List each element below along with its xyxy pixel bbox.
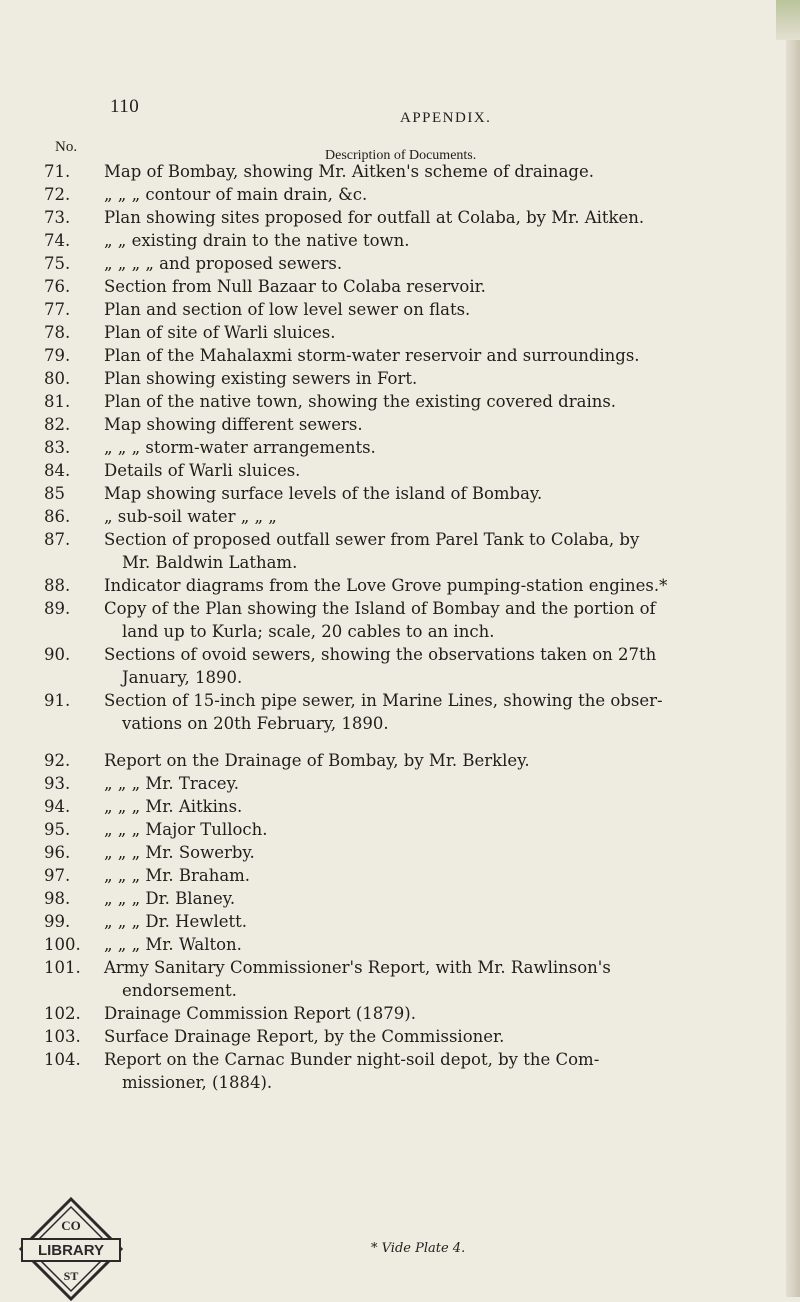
document-entry — [0, 1048, 800, 1094]
entry-line: Mr. Baldwin Latham. — [122, 553, 298, 572]
entry-number: 96. — [44, 843, 71, 862]
document-entry — [0, 795, 800, 818]
entry-line: land up to Kurla; scale, 20 cables to an inch. — [122, 622, 495, 641]
stamp-library-text: LIBRARY — [37, 1242, 105, 1259]
entry-line: Section of proposed outfall sewer from Parel Tank to Colaba, by — [104, 530, 640, 549]
entry-description — [104, 160, 764, 183]
entry-description — [104, 528, 764, 574]
entry-number: 102. — [44, 1004, 81, 1023]
entry-line: January, 1890. — [122, 668, 243, 687]
entry-line: Map showing different sewers. — [104, 415, 363, 434]
entry-description — [104, 689, 764, 735]
entry-description — [104, 1048, 764, 1094]
document-entry — [0, 160, 800, 183]
entry-description — [104, 321, 764, 344]
document-entry — [0, 933, 800, 956]
entry-number: 91. — [44, 691, 71, 710]
document-entry — [0, 436, 800, 459]
stamp-bottom-text: ST — [63, 1269, 79, 1283]
entry-line: Sections of ovoid sewers, showing the observations taken on 27th — [104, 645, 657, 664]
entry-line: Drainage Commission Report (1879). — [104, 1004, 416, 1023]
entry-number: 77. — [44, 300, 71, 319]
entry-number: 98. — [44, 889, 71, 908]
document-entry — [0, 749, 800, 772]
entry-line: „ „ „ Mr. Tracey. — [104, 774, 239, 793]
entry-number: 78. — [44, 323, 71, 342]
entry-description — [104, 298, 764, 321]
entry-line: „ „ „ „ and proposed sewers. — [104, 254, 343, 273]
entry-number: 104. — [44, 1050, 81, 1069]
entry-description — [104, 956, 764, 1002]
entry-line: „ „ „ Mr. Aitkins. — [104, 797, 243, 816]
entry-line: „ „ „ storm-water arrangements. — [104, 438, 376, 457]
entry-description — [104, 841, 764, 864]
page-number: 110 — [110, 96, 140, 117]
document-list — [0, 160, 800, 1094]
document-entry — [0, 910, 800, 933]
page-edge-tab — [776, 0, 800, 40]
entry-line: Plan showing existing sewers in Fort. — [104, 369, 418, 388]
entry-line: Map showing surface levels of the island of Bombay. — [104, 484, 543, 503]
entry-description — [104, 795, 764, 818]
document-entry — [0, 367, 800, 390]
entry-description — [104, 482, 764, 505]
entry-line: „ „ „ Major Tulloch. — [104, 820, 268, 839]
entry-line: Plan and section of low level sewer on flats. — [104, 300, 471, 319]
entry-description — [104, 459, 764, 482]
document-entry — [0, 689, 800, 735]
document-entry — [0, 1025, 800, 1048]
entry-line: „ „ „ Dr. Blaney. — [104, 889, 236, 908]
document-entry — [0, 841, 800, 864]
entry-number: 85 — [44, 484, 65, 503]
entry-description — [104, 772, 764, 795]
entry-number: 71. — [44, 162, 71, 181]
entry-description — [104, 574, 764, 597]
entry-number: 95. — [44, 820, 71, 839]
entry-description — [104, 864, 764, 887]
entry-description — [104, 229, 764, 252]
entry-line: vations on 20th February, 1890. — [122, 714, 389, 733]
entry-line: Copy of the Plan showing the Island of Bombay and the portion of — [104, 599, 656, 618]
entry-number: 92. — [44, 751, 71, 770]
library-stamp — [18, 1196, 124, 1302]
document-entry — [0, 459, 800, 482]
document-entry — [0, 772, 800, 795]
column-header-description: Description of Documents. — [325, 148, 477, 163]
entry-number: 97. — [44, 866, 71, 885]
document-entry — [0, 643, 800, 689]
entry-description — [104, 505, 764, 528]
document-entry — [0, 482, 800, 505]
entry-description — [104, 390, 764, 413]
entry-number: 80. — [44, 369, 71, 388]
entry-description — [104, 597, 764, 643]
entry-line: Plan showing sites proposed for outfall at Colaba, by Mr. Aitken. — [104, 208, 645, 227]
document-entry — [0, 505, 800, 528]
entry-line: Section of 15-inch pipe sewer, in Marine Lines, showing the obser- — [104, 691, 663, 710]
entry-line: endorsement. — [122, 981, 237, 1000]
entry-line: „ sub-soil water „ „ „ — [104, 507, 277, 526]
entry-description — [104, 1002, 764, 1025]
entry-description — [104, 933, 764, 956]
entry-number: 90. — [44, 645, 71, 664]
entry-description — [104, 887, 764, 910]
document-entry — [0, 321, 800, 344]
document-entry — [0, 818, 800, 841]
footnote: * Vide Plate 4. — [371, 1241, 466, 1256]
document-entry — [0, 206, 800, 229]
entry-description — [104, 275, 764, 298]
entry-line: Report on the Carnac Bunder night-soil depot, by the Com- — [104, 1050, 600, 1069]
document-entry — [0, 298, 800, 321]
entry-number: 73. — [44, 208, 71, 227]
entry-number: 103. — [44, 1027, 81, 1046]
document-entry — [0, 956, 800, 1002]
document-entry — [0, 528, 800, 574]
entry-number: 75. — [44, 254, 71, 273]
entry-line: Surface Drainage Report, by the Commissioner. — [104, 1027, 505, 1046]
entry-line: Details of Warli sluices. — [104, 461, 301, 480]
entry-number: 86. — [44, 507, 71, 526]
entry-description — [104, 643, 764, 689]
entry-line: Map of Bombay, showing Mr. Aitken's scheme of drainage. — [104, 162, 594, 181]
entry-description — [104, 749, 764, 772]
entry-description — [104, 183, 764, 206]
entry-number: 83. — [44, 438, 71, 457]
document-entry — [0, 275, 800, 298]
entry-description — [104, 252, 764, 275]
entry-description — [104, 206, 764, 229]
entry-description — [104, 413, 764, 436]
running-head: APPENDIX. — [400, 110, 492, 126]
entry-line: Indicator diagrams from the Love Grove pumping-station engines.* — [104, 576, 668, 595]
entry-line: Plan of the native town, showing the existing covered drains. — [104, 392, 617, 411]
document-entry — [0, 252, 800, 275]
entry-line: „ „ „ Mr. Sowerby. — [104, 843, 255, 862]
entry-line: Section from Null Bazaar to Colaba reservoir. — [104, 277, 486, 296]
entry-line: Plan of site of Warli sluices. — [104, 323, 336, 342]
entry-number: 101. — [44, 958, 81, 977]
entry-line: „ „ „ Dr. Hewlett. — [104, 912, 247, 931]
document-entry — [0, 574, 800, 597]
entry-line: missioner, (1884). — [122, 1073, 273, 1092]
entry-line: „ „ existing drain to the native town. — [104, 231, 410, 250]
entry-line: „ „ „ Mr. Walton. — [104, 935, 242, 954]
entry-number: 93. — [44, 774, 71, 793]
entry-description — [104, 367, 764, 390]
stamp-top-text: CO — [61, 1218, 81, 1233]
entry-line: Army Sanitary Commissioner's Report, with Mr. Rawlinson's — [104, 958, 611, 977]
entry-description — [104, 344, 764, 367]
document-entry — [0, 597, 800, 643]
entry-number: 74. — [44, 231, 71, 250]
entry-description — [104, 436, 764, 459]
entry-line: Report on the Drainage of Bombay, by Mr. Berkley. — [104, 751, 530, 770]
document-entry — [0, 183, 800, 206]
entry-number: 87. — [44, 530, 71, 549]
document-entry — [0, 887, 800, 910]
entry-description — [104, 818, 764, 841]
entry-number: 76. — [44, 277, 71, 296]
entry-description — [104, 1025, 764, 1048]
entry-number: 89. — [44, 599, 71, 618]
entry-line: „ „ „ Mr. Braham. — [104, 866, 251, 885]
entry-line: Plan of the Mahalaxmi storm-water reservoir and surroundings. — [104, 346, 640, 365]
entry-number: 99. — [44, 912, 71, 931]
entry-number: 94. — [44, 797, 71, 816]
column-header-no: No. — [55, 139, 78, 155]
entry-number: 79. — [44, 346, 71, 365]
entry-number: 82. — [44, 415, 71, 434]
entry-description — [104, 910, 764, 933]
document-entry — [0, 864, 800, 887]
document-entry — [0, 1002, 800, 1025]
document-entry — [0, 344, 800, 367]
document-entry — [0, 390, 800, 413]
entry-line: „ „ „ contour of main drain, &c. — [104, 185, 368, 204]
entry-number: 81. — [44, 392, 71, 411]
document-entry — [0, 229, 800, 252]
entry-number: 72. — [44, 185, 71, 204]
document-entry — [0, 413, 800, 436]
section-gap — [0, 735, 800, 749]
entry-number: 100. — [44, 935, 81, 954]
entry-number: 88. — [44, 576, 71, 595]
entry-number: 84. — [44, 461, 71, 480]
